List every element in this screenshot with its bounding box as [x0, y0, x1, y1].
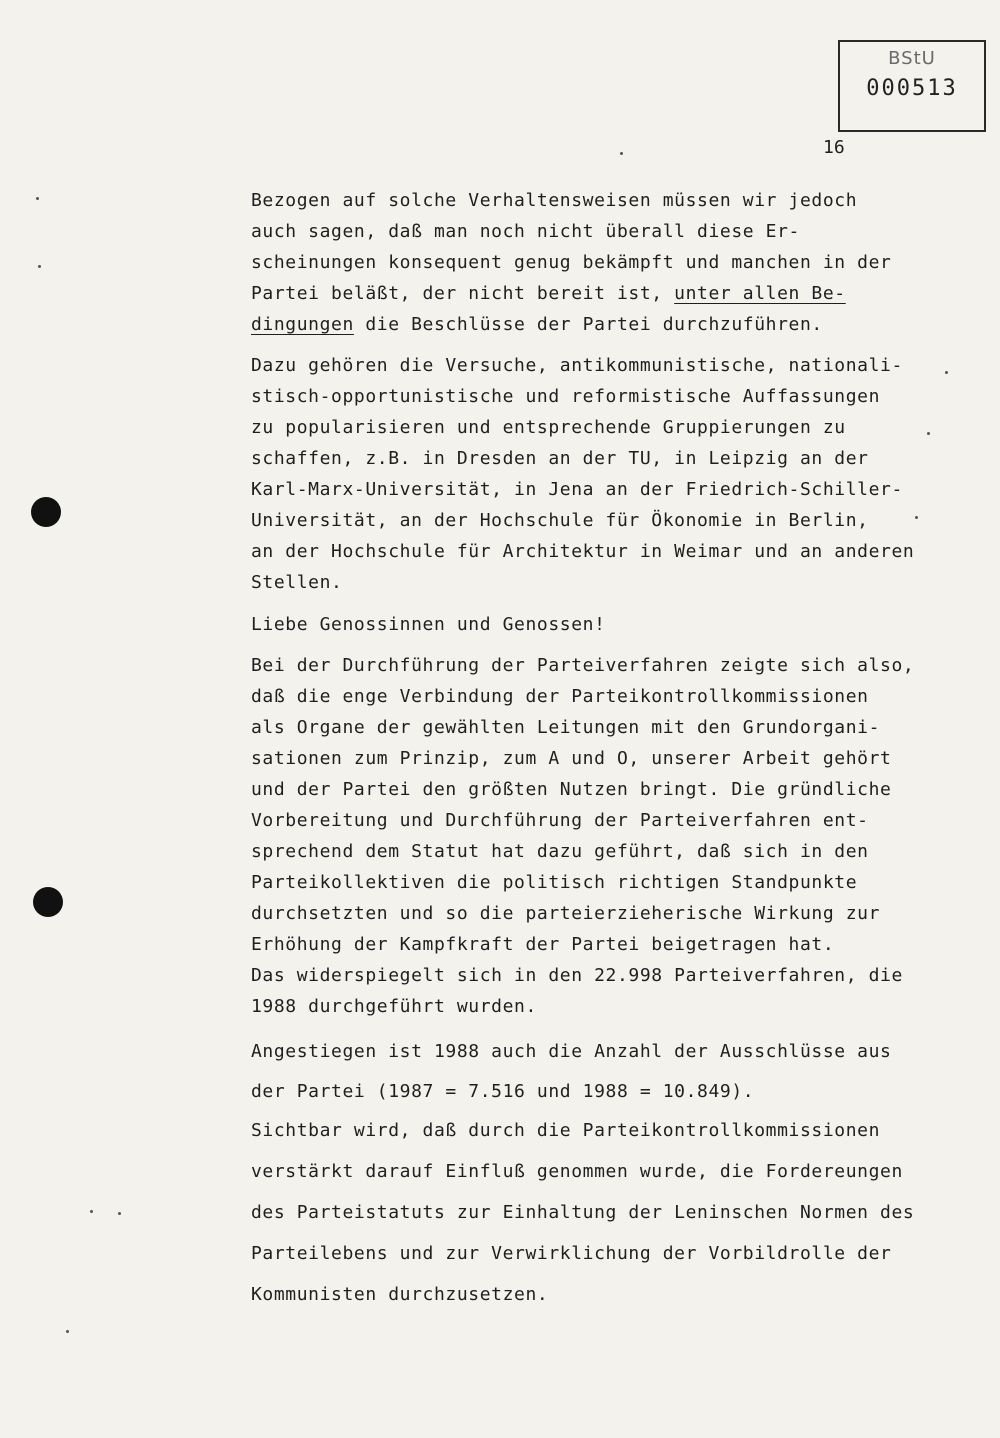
archive-stamp: [838, 40, 986, 132]
paragraph-3: [251, 609, 971, 640]
text-line: Angestiegen ist 1988 auch die Anzahl der Ausschlüsse aus: [251, 1041, 892, 1062]
text-line: scheinungen konsequent genug bekämpft und manchen in der: [251, 252, 892, 273]
stamp-label: BStU: [888, 48, 936, 69]
text-line: daß die enge Verbindung der Parteikontrollkommissionen: [251, 686, 869, 707]
underlined-text: dingungen: [251, 314, 354, 335]
text-line: Stellen.: [251, 572, 343, 593]
text-line: Sichtbar wird, daß durch die Parteikontrollkommissionen: [251, 1120, 881, 1141]
text-line: und der Partei den größten Nutzen bringt. Die gründliche: [251, 779, 892, 800]
scan-speck: [945, 371, 948, 374]
scan-speck: [66, 1330, 69, 1333]
text-line: stisch-opportunistische und reformistische Auffassungen: [251, 386, 881, 407]
text-line: Erhöhung der Kampfkraft der Partei beigetragen hat.: [251, 934, 835, 955]
text-line: [251, 309, 971, 340]
scan-speck: [620, 152, 623, 155]
text-line: schaffen, z.B. in Dresden an der TU, in Leipzig an der: [251, 448, 869, 469]
punch-hole-bottom: [33, 887, 63, 917]
text-line: Das widerspiegelt sich in den 22.998 Parteiverfahren, die: [251, 965, 903, 986]
text-line: als Organe der gewählten Leitungen mit den Grundorgani-: [251, 717, 881, 738]
text-line: Liebe Genossinnen und Genossen!: [251, 614, 606, 635]
paragraph-5: [251, 1032, 971, 1112]
text-line: auch sagen, daß man noch nicht überall diese Er-: [251, 221, 800, 242]
text-line: Universität, an der Hochschule für Ökonomie in Berlin,: [251, 510, 869, 531]
paragraph-6: [251, 1110, 971, 1315]
text-line: zu popularisieren und entsprechende Gruppierungen zu: [251, 417, 846, 438]
text-line: Bei der Durchführung der Parteiverfahren zeigte sich also,: [251, 655, 915, 676]
text-line: Dazu gehören die Versuche, antikommunistische, nationali-: [251, 355, 903, 376]
paragraph-1: [251, 185, 971, 340]
scan-speck: [118, 1212, 121, 1215]
scan-speck: [915, 516, 918, 519]
text-line: sprechend dem Statut hat dazu geführt, daß sich in den: [251, 841, 869, 862]
text-line: Parteilebens und zur Verwirklichung der Vorbildrolle der: [251, 1243, 892, 1264]
stamp-number: 000513: [866, 76, 958, 101]
scan-speck: [38, 265, 41, 268]
punch-hole-top: [31, 497, 61, 527]
text-line: durchsetzten und so die parteierzieherische Wirkung zur: [251, 903, 881, 924]
text-line: [251, 278, 971, 309]
text-line: 1988 durchgeführt wurden.: [251, 996, 537, 1017]
text-line: sationen zum Prinzip, zum A und O, unserer Arbeit gehört: [251, 748, 892, 769]
paragraph-4: [251, 650, 971, 1022]
scan-speck: [927, 432, 930, 435]
text-segment: Partei beläßt, der nicht bereit ist,: [251, 283, 675, 304]
text-line: des Parteistatuts zur Einhaltung der Leninschen Normen des: [251, 1202, 915, 1223]
text-line: verstärkt darauf Einfluß genommen wurde, die Fordereungen: [251, 1161, 903, 1182]
text-line: Parteikollektiven die politisch richtigen Standpunkte: [251, 872, 858, 893]
paragraph-2: [251, 350, 971, 598]
underlined-text: unter allen Be-: [674, 283, 846, 304]
text-line: Kommunisten durchzusetzen.: [251, 1284, 549, 1305]
text-line: Vorbereitung und Durchführung der Parteiverfahren ent-: [251, 810, 869, 831]
scan-speck: [90, 1210, 93, 1213]
text-segment: die Beschlüsse der Partei durchzuführen.: [353, 314, 823, 335]
text-line: Karl-Marx-Universität, in Jena an der Friedrich-Schiller-: [251, 479, 903, 500]
scan-speck: [36, 197, 39, 200]
text-line: der Partei (1987 = 7.516 und 1988 = 10.849).: [251, 1081, 755, 1102]
text-line: Bezogen auf solche Verhaltensweisen müssen wir jedoch: [251, 190, 858, 211]
page-number: 16: [823, 137, 845, 158]
text-line: an der Hochschule für Architektur in Weimar und an anderen: [251, 541, 915, 562]
